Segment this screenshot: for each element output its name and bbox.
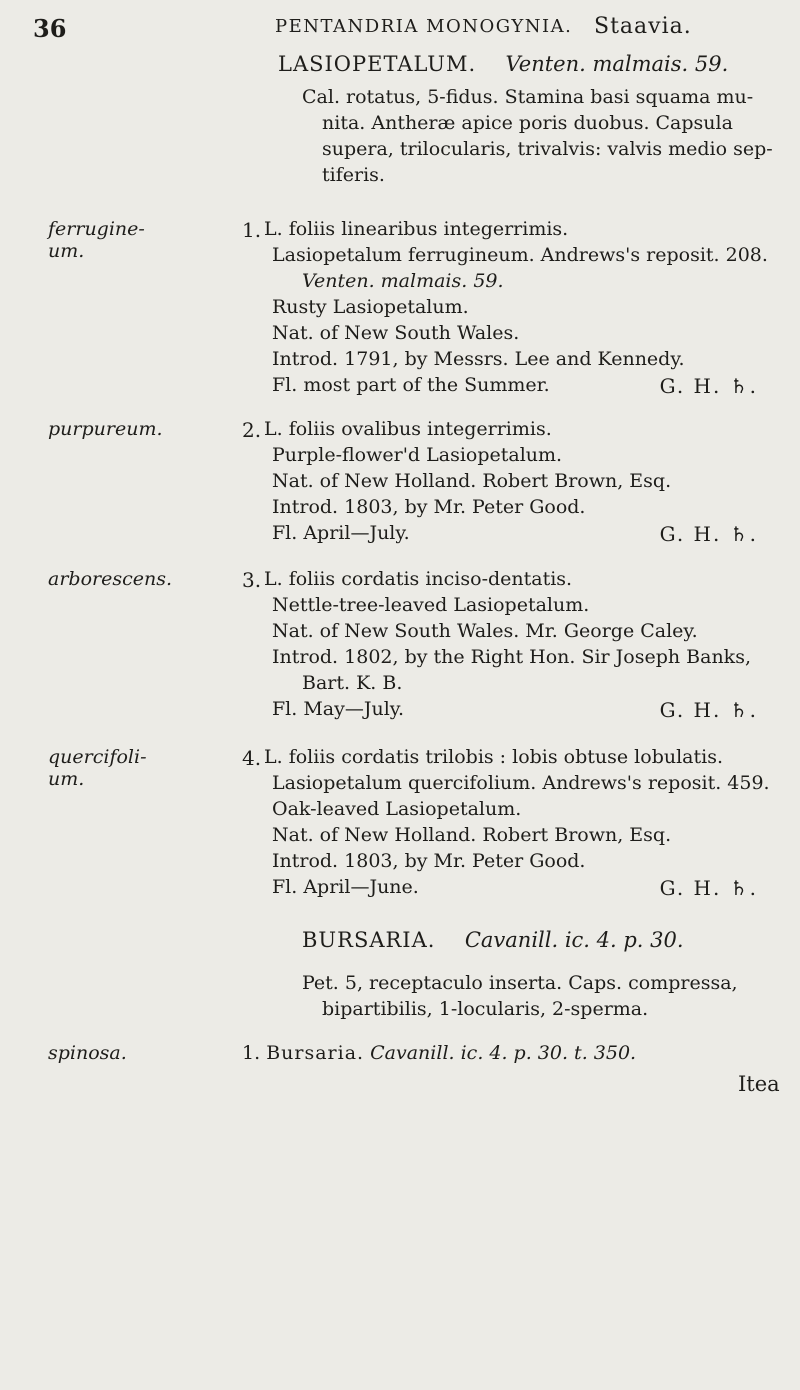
species-introduced: Introd. 1803, by Mr. Peter Good. — [272, 850, 586, 872]
species-citation: Cavanill. ic. 4. p. 30. t. 350. — [370, 1042, 637, 1064]
species-introduced: Introd. 1802, by the Right Hon. Sir Joseph Banks, — [272, 646, 751, 668]
species-flowering: Fl. most part of the Summer. — [272, 374, 550, 396]
species-entry — [242, 1042, 636, 1064]
greenhouse-shrub-symbol: G. H. ♄. — [659, 876, 758, 900]
species-native: Nat. of New South Wales. Mr. George Caley. — [272, 620, 698, 642]
species-number: 2. — [242, 418, 262, 442]
greenhouse-shrub-symbol: G. H. ♄. — [659, 698, 758, 722]
genus-citation: Cavanill. ic. 4. p. 30. — [464, 928, 684, 952]
species-native: Nat. of New South Wales. — [272, 322, 520, 344]
genus-heading — [302, 928, 684, 952]
running-title: PENTANDRIA MONOGYNIA. — [275, 16, 573, 37]
species-flowering: Fl. May—July. — [272, 698, 405, 720]
species-common-name: Oak-leaved Lasiopetalum. — [272, 798, 522, 820]
genus-description-line: tiferis. — [322, 164, 385, 186]
genus-description-line: bipartibilis, 1-locularis, 2-sperma. — [322, 998, 649, 1020]
species-number: 3. — [242, 568, 262, 592]
species-introduced: Introd. 1803, by Mr. Peter Good. — [272, 496, 586, 518]
species-number: 4. — [242, 746, 262, 770]
species-reference: Venten. malmais. 59. — [302, 270, 504, 292]
species-diagnosis: L. foliis linearibus integerrimis. — [264, 218, 569, 240]
running-genus: Staavia. — [594, 14, 692, 39]
species-name: Bursaria. — [266, 1042, 365, 1064]
genus-description-line: supera, trilocularis, trivalvis: valvis medio sep- — [322, 138, 773, 160]
genus-citation: Venten. malmais. 59. — [505, 52, 729, 76]
species-common-name: Rusty Lasiopetalum. — [272, 296, 469, 318]
genus-name: BURSARIA. — [302, 928, 436, 952]
species-native: Nat. of New Holland. Robert Brown, Esq. — [272, 470, 672, 492]
species-diagnosis: L. foliis cordatis trilobis : lobis obtuse lobulatis. — [264, 746, 723, 768]
genus-description-line: Pet. 5, receptaculo inserta. Caps. compressa, — [302, 972, 738, 994]
genus-name: LASIOPETALUM. — [278, 52, 477, 76]
species-flowering: Fl. April—June. — [272, 876, 419, 898]
species-diagnosis: L. foliis cordatis inciso-dentatis. — [264, 568, 573, 590]
page-number: 36 — [33, 14, 67, 43]
species-introduced: Introd. 1791, by Messrs. Lee and Kennedy. — [272, 348, 685, 370]
species-epithet: arborescens. — [48, 568, 173, 590]
species-diagnosis: L. foliis ovalibus integerrimis. — [264, 418, 552, 440]
species-common-name: Nettle-tree-leaved Lasiopetalum. — [272, 594, 590, 616]
species-epithet: quercifoli- — [48, 746, 147, 768]
species-epithet: um. — [48, 768, 85, 790]
species-epithet: um. — [48, 240, 85, 262]
species-epithet: ferrugine- — [48, 218, 145, 240]
species-epithet: spinosa. — [48, 1042, 127, 1064]
greenhouse-shrub-symbol: G. H. ♄. — [659, 374, 758, 398]
genus-description-line: nita. Antheræ apice poris duobus. Capsula — [322, 112, 733, 134]
species-synonym: Lasiopetalum quercifolium. Andrews's reposit. 459. — [272, 772, 770, 794]
species-number: 1. — [242, 1042, 261, 1064]
species-introduced-cont: Bart. K. B. — [302, 672, 403, 694]
genus-heading — [278, 52, 728, 76]
species-flowering: Fl. April—July. — [272, 522, 410, 544]
species-number: 1. — [242, 218, 262, 242]
species-synonym: Lasiopetalum ferrugineum. Andrews's reposit. 208. — [272, 244, 768, 266]
catchword: Itea — [738, 1072, 780, 1096]
genus-description-line: Cal. rotatus, 5-fidus. Stamina basi squama mu- — [302, 86, 754, 108]
species-common-name: Purple-flower'd Lasiopetalum. — [272, 444, 563, 466]
species-epithet: purpureum. — [48, 418, 163, 440]
species-native: Nat. of New Holland. Robert Brown, Esq. — [272, 824, 672, 846]
greenhouse-shrub-symbol: G. H. ♄. — [659, 522, 758, 546]
